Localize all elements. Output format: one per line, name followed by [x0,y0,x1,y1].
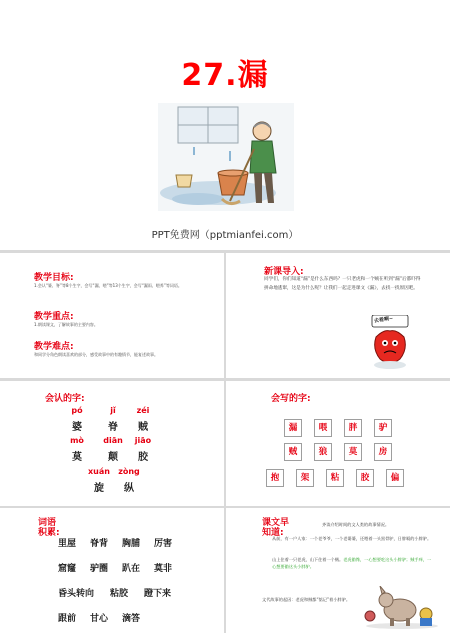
char-box: 漏 [284,419,302,437]
vocab-word: 粘胶 [110,589,129,599]
vocab-word: 里屋 [58,539,77,549]
pinyin: zéi [136,406,150,415]
story-footer: 文代故事的起因：老虎和贼都“惦记”着小胖驴。 [262,597,351,602]
key-heading: 教学重点: [34,312,74,322]
sticker-label: 去看啊~ [373,315,394,325]
pinyin: diān [103,436,123,445]
vocab-word: 胸脯 [122,539,141,549]
key-text: 1.朗读课文，了解故事的主要内容。 [34,322,98,327]
pinyin: zòng [118,467,140,476]
char-box: 狼 [314,443,332,461]
hanzi: 颠 [108,452,118,463]
hanzi: 脊 [108,422,118,433]
intro-heading: 新课导入: [264,267,304,277]
donkey-illustration [362,586,440,630]
vocab-word: 脊背 [90,539,109,549]
goals-slide [0,253,224,378]
intro-text: 同学们，你们知道“漏”是什么东西吗？一只老虎和一个贼在听到“漏”后都吓得拼命地逃窜，这是为什么呢？让我们一起走进课文《漏》，去找一找原因吧。 [264,277,421,291]
story-line-2 [272,556,432,570]
difficulty-text: 和同学分角色朗读喜欢的部分，感受故事中的有趣情节，能复述故事。 [34,352,158,357]
hanzi: 胶 [138,452,148,463]
recognize-heading: 会认的字: [45,394,85,404]
hanzi: 婆 [72,422,82,433]
pinyin: xuán [88,467,110,476]
char-box: 房 [374,443,392,461]
cover-slide [0,0,450,250]
char-box: 架 [296,469,314,487]
vocab-word: 蹬下来 [144,589,172,599]
pinyin: mò [70,436,84,445]
char-box: 喂 [314,419,332,437]
hanzi: 旋 [94,483,104,494]
char-box: 莫 [344,443,362,461]
pinyin: pó [71,406,83,415]
char-box: 贼 [284,443,302,461]
hanzi: 莫 [72,452,82,463]
write-heading: 会写的字: [271,394,311,404]
char-box: 胖 [344,419,362,437]
vocab-word: 驴圈 [90,564,109,574]
story-line-2-green: 老虎偷馋，一心想要吃这头小胖驴；贼手痒，一心想要偷这头小胖驴。 [272,557,432,569]
char-box: 偏 [386,469,404,487]
char-box: 抱 [266,469,284,487]
story-line-1: 从前，有一户人家：一个老爷爷，一个老婆婆，还喂着一头黑骨驴，日胖嗝的小胖驴。 [272,536,432,541]
vocab-word: 滴答 [122,614,141,624]
vocab-word: 昏头转向 [58,589,95,599]
pinyin: jǐ [110,406,116,415]
vocab-word: 趴在 [122,564,141,574]
story-note: 齐读介绍时间的文人类的故事情况。 [322,522,390,527]
goal-text: 1.会认“婆、脊”等8个生字，会写“漏、喂”等13个生字，会写“漏雨、喂养”等词语。 [34,283,182,288]
difficulty-heading: 教学难点: [34,342,74,352]
vocab-word: 甘心 [90,614,109,624]
vocab-slide [0,508,224,633]
story-heading: 课文早知道: [262,518,290,538]
char-box: 驴 [374,419,392,437]
hanzi: 纵 [124,483,134,494]
site-caption: PPT免费网（pptmianfei.com） [151,230,299,241]
vocab-word: 窟窿 [58,564,77,574]
vocab-word: 厉害 [154,539,173,549]
goal-heading: 教学目标: [34,273,74,283]
page-title: 27.漏 [181,58,269,93]
vocab-word: 跟前 [58,614,77,624]
cover-illustration [158,103,294,211]
char-box: 粘 [326,469,344,487]
vocab-heading: 词语积累: [38,518,60,538]
char-box: 胶 [356,469,374,487]
hanzi: 贼 [138,422,148,433]
vocab-word: 莫非 [154,564,173,574]
write-chars-slide [226,381,450,506]
recognize-chars-slide [0,381,224,506]
pinyin: jiāo [134,436,152,445]
intro-slide [226,253,450,378]
story-line-2-plain: 山上住着一只老虎，山下住着一个贼。 [272,557,344,562]
story-slide [226,508,450,633]
